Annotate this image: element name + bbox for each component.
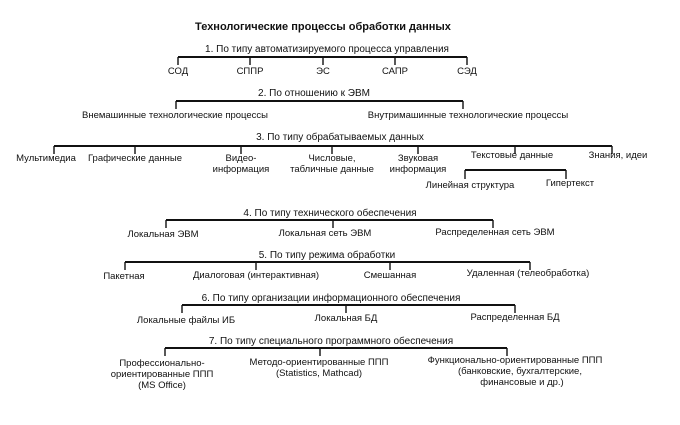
node-linear-structure: Линейная структура — [425, 180, 515, 191]
node-prof-oriented-ppp: (MS Office) — [138, 380, 186, 391]
node-online-processes: Внутримашинные технологические процессы — [367, 110, 569, 121]
node-mixed: Смешанная — [363, 270, 417, 281]
section-1 — [168, 44, 478, 77]
node-text-data: Текстовые данные — [470, 150, 554, 161]
node-numeric-data: табличные данные — [290, 164, 374, 175]
node-func-oriented-ppp: (банковские, бухгалтерские, — [458, 366, 582, 377]
node-local-db: Локальная БД — [314, 313, 378, 324]
node-distributed-network: Распределенная сеть ЭВМ — [435, 227, 555, 238]
node-local-network: Локальная сеть ЭВМ — [278, 228, 372, 239]
node-distributed-db: Распределенная БД — [470, 312, 560, 323]
node-sppr: СППР — [236, 66, 264, 77]
section-6-header: 6. По типу организации информационного обеспечения — [201, 293, 461, 304]
node-graphic-data: Графические данные — [87, 153, 183, 164]
node-video-info: информация — [212, 164, 270, 175]
node-batch: Пакетная — [103, 271, 145, 282]
node-remote: Удаленная (телеобработка) — [466, 268, 590, 279]
node-audio-info: Звуковая — [397, 153, 439, 164]
node-audio-info: информация — [389, 164, 447, 175]
diagram-title: Технологические процессы обработки данных — [195, 21, 451, 33]
node-offline-processes: Внемашинные технологические процессы — [82, 110, 268, 121]
node-method-oriented-ppp: (Statistics, Mathcad) — [275, 368, 363, 379]
section-7 — [111, 335, 603, 391]
section-2 — [82, 88, 568, 121]
section-4 — [127, 207, 554, 240]
node-hypertext: Гипертекст — [545, 178, 595, 189]
section-3-header: 3. По типу обрабатываемых данных — [256, 132, 424, 143]
section-3 — [16, 131, 647, 191]
node-numeric-data: Числовые, — [308, 153, 356, 164]
section-2-header: 2. По отношению к ЭВМ — [258, 88, 370, 99]
section-1-header: 1. По типу автоматизируемого процесса управления — [205, 44, 449, 55]
node-sed: СЭД — [457, 66, 477, 77]
node-local-files: Локальные файлы ИБ — [136, 315, 236, 326]
section-5-header: 5. По типу режима обработки — [258, 250, 396, 261]
node-local-pc: Локальная ЭВМ — [127, 229, 199, 240]
node-video-info: Видео- — [225, 153, 257, 164]
node-func-oriented-ppp: Функционально-ориентированные ППП — [427, 355, 603, 366]
node-sapr: САПР — [381, 66, 409, 77]
node-knowledge: Знания, идеи — [588, 150, 648, 161]
node-prof-oriented-ppp: Профессионально- — [119, 358, 205, 369]
node-func-oriented-ppp: финансовые и др.) — [480, 377, 564, 388]
section-5 — [103, 249, 589, 282]
section-6 — [137, 292, 560, 326]
node-sod: СОД — [167, 66, 189, 77]
node-method-oriented-ppp: Методо-ориентированные ППП — [249, 357, 389, 368]
node-interactive: Диалоговая (интерактивная) — [192, 270, 320, 281]
section-7-header: 7. По типу специального программного обеспечения — [208, 336, 454, 347]
section-4-header: 4. По типу технического обеспечения — [243, 208, 417, 219]
node-prof-oriented-ppp: ориентированные ППП — [110, 369, 214, 380]
node-es: ЭС — [316, 66, 330, 77]
node-multimedia: Мультимедиа — [16, 153, 76, 164]
